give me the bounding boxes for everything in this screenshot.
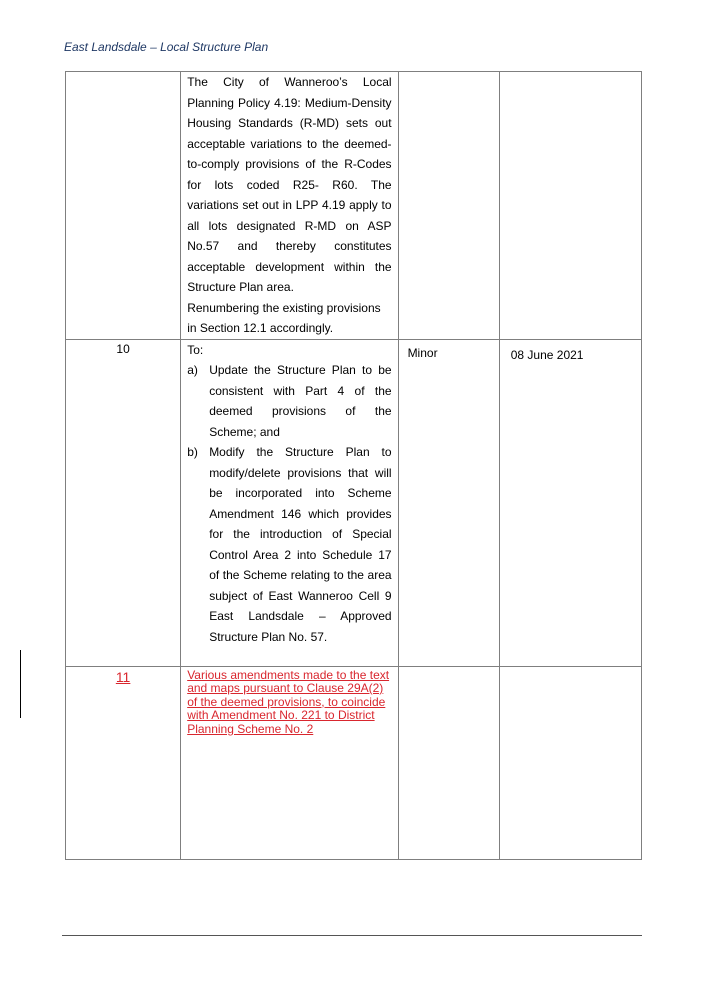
footer-rule [62, 935, 642, 936]
list-item-label: b) [187, 445, 198, 459]
document-header-title: East Landsdale – Local Structure Plan [64, 40, 269, 54]
amendment-type-cell [398, 666, 499, 859]
amendment-number-cell: 10 [66, 339, 181, 666]
amendment-date-cell [499, 72, 641, 340]
amendment-description-tracked: Various amendments made to the text and maps pursuant to Clause 29A(2) of the deemed provisions, to coincide with Amendment No. 221 to District Planning Scheme No. 2 [187, 667, 390, 736]
amendment-type-cell: Minor [398, 339, 499, 666]
amendments-table [65, 71, 642, 860]
amendment-number-tracked: 11 [115, 668, 131, 685]
amendment-description-cell [181, 666, 398, 859]
list-item [187, 360, 391, 442]
description-intro: To: [187, 342, 204, 357]
description-paragraph: The City of Wanneroo’s Local Planning Policy 4.19: Medium-Density Housing Standards (R-MD) sets out acceptable variations to the deemed-to-comply provisions of the R-Codes for lots coded R25- R60. The variations set out in LPP 4.19 apply to all lots designated R-MD on ASP No.57 and thereby constitutes acceptable development within the Structure Plan area. [187, 75, 392, 294]
table-row [66, 72, 642, 340]
amendment-description-cell [181, 339, 398, 666]
amendment-number-cell [66, 666, 181, 859]
table-row [66, 339, 642, 666]
amendment-description-cell [181, 72, 398, 340]
list-item-text: Update the Structure Plan to be consistent with Part 4 of the deemed provisions of the Scheme; and [209, 363, 392, 439]
list-item-text: Modify the Structure Plan to modify/delete provisions that will be incorporated into Scheme Amendment 146 which provides for the introduction of Special Control Area 2 into Schedule 17 of the Scheme relating to the area subject of East Wanneroo Cell 9 East Landsdale – Approved Structure Plan No. 57. [209, 445, 392, 644]
amendment-item-list [187, 360, 391, 647]
list-item-label: a) [187, 363, 198, 377]
amendment-date-cell [499, 666, 641, 859]
revision-change-bar [20, 650, 21, 718]
table-row [66, 666, 642, 859]
description-paragraph: Renumbering the existing provisions in Section 12.1 accordingly. [187, 300, 381, 335]
amendment-type-cell [398, 72, 499, 340]
amendment-number-cell [66, 72, 181, 340]
amendment-date-cell: 08 June 2021 [499, 339, 641, 666]
list-item [187, 442, 391, 647]
